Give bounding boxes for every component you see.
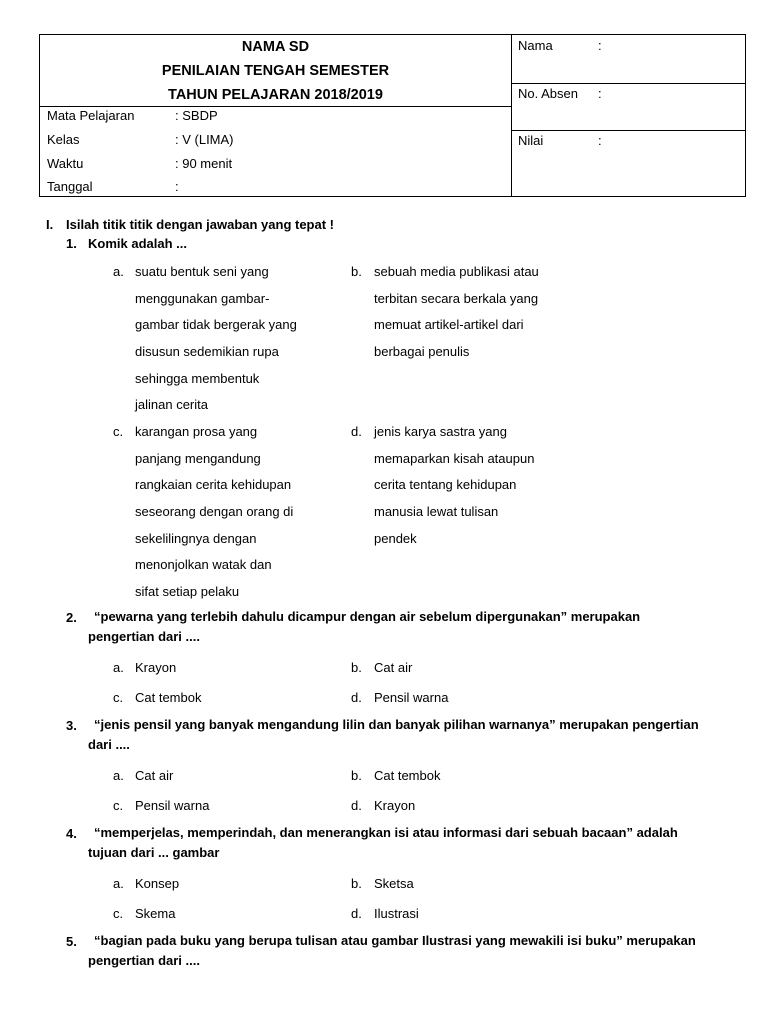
- question-2-number: 2.: [66, 610, 77, 625]
- school-name: NAMA SD: [241, 39, 310, 55]
- q4-option-a-text[interactable]: Konsep: [135, 876, 180, 891]
- q3-option-c-letter: c.: [113, 798, 124, 813]
- q1-option-b-letter: b.: [351, 264, 362, 279]
- q1-d-line: pendek: [374, 530, 417, 546]
- q1-d-line: cerita tentang kehidupan: [374, 477, 517, 493]
- q1-c-line: panjang mengandung: [135, 450, 261, 466]
- student-label-score: Nilai: [518, 133, 544, 148]
- question-5-number: 5.: [66, 934, 77, 949]
- q3-option-b-letter: b.: [351, 768, 362, 783]
- student-label-absen: No. Absen: [518, 86, 578, 101]
- section-instruction: Isilah titik titik dengan jawaban yang tepat !: [66, 217, 334, 232]
- q3-option-d-text[interactable]: Krayon: [374, 798, 416, 813]
- question-4-number: 4.: [66, 826, 77, 841]
- q1-b-line: berbagai penulis: [374, 344, 470, 360]
- exam-title: PENILAIAN TENGAH SEMESTER: [161, 63, 390, 79]
- q4-option-b-letter: b.: [351, 876, 362, 891]
- table-border-right: [745, 34, 746, 196]
- q4-option-a-letter: a.: [113, 876, 124, 891]
- q4-option-d-text[interactable]: Ilustrasi: [374, 906, 419, 921]
- table-divider-absen: [511, 130, 746, 131]
- question-3-number: 3.: [66, 718, 77, 733]
- q2-option-a-letter: a.: [113, 660, 124, 675]
- q2-option-a-text[interactable]: Krayon: [135, 660, 177, 675]
- section-number: I.: [46, 217, 54, 232]
- q1-option-d-letter: d.: [351, 424, 362, 439]
- q3-option-a-text[interactable]: Cat air: [135, 768, 174, 783]
- q1-option-b-text[interactable]: [374, 262, 539, 369]
- info-label-time: Waktu: [47, 156, 84, 171]
- q1-a-line: disusun sedemikian rupa: [135, 344, 279, 360]
- q1-c-line: sifat setiap pelaku: [135, 584, 240, 600]
- question-3-line-1: “jenis pensil yang banyak mengandung lilin dan banyak pilihan warnanya” merupakan pengertian: [94, 717, 699, 732]
- info-value-time: : 90 menit: [175, 156, 233, 171]
- q1-d-line: manusia lewat tulisan: [374, 504, 499, 520]
- question-4-line-1: “memperjelas, memperindah, dan menerangkan isi atau informasi dari sebuah bacaan” adalah: [94, 825, 678, 840]
- q4-option-c-text[interactable]: Skema: [135, 906, 176, 921]
- table-border-left: [39, 34, 40, 196]
- student-colon-score[interactable]: :: [598, 133, 602, 148]
- question-4-line-2: tujuan dari ... gambar: [88, 845, 220, 860]
- school-year: TAHUN PELAJARAN 2018/2019: [168, 87, 383, 103]
- q4-option-d-letter: d.: [351, 906, 362, 921]
- q1-b-line: terbitan secara berkala yang: [374, 290, 539, 306]
- q3-option-d-letter: d.: [351, 798, 362, 813]
- question-1-text: Komik adalah ...: [88, 236, 187, 251]
- info-label-subject: Mata Pelajaran: [47, 108, 135, 123]
- info-label-class: Kelas: [47, 132, 80, 147]
- q3-option-b-text[interactable]: Cat tembok: [374, 768, 441, 783]
- q1-c-line: sekelilingnya dengan: [135, 530, 257, 546]
- q1-c-line: rangkaian cerita kehidupan: [135, 477, 292, 493]
- table-divider-nama: [511, 83, 746, 84]
- q1-c-line: menonjolkan watak dan: [135, 557, 272, 573]
- q1-b-line: sebuah media publikasi atau: [374, 264, 539, 279]
- q1-c-line: seseorang dengan orang di: [135, 504, 294, 520]
- question-2-line-1: “pewarna yang terlebih dahulu dicampur dengan air sebelum dipergunakan” merupakan: [94, 609, 641, 624]
- student-colon-name[interactable]: :: [598, 38, 602, 53]
- q1-b-line: memuat artikel-artikel dari: [374, 317, 524, 333]
- info-value-subject: : SBDP: [175, 108, 218, 123]
- table-border-top: [39, 34, 746, 35]
- q1-option-d-text[interactable]: [374, 422, 534, 555]
- q1-a-line: suatu bentuk seni yang: [135, 264, 269, 279]
- q4-option-c-letter: c.: [113, 906, 124, 921]
- q2-option-b-text[interactable]: Cat air: [374, 660, 413, 675]
- q1-c-line: karangan prosa yang: [135, 424, 258, 439]
- q1-option-a-text[interactable]: [135, 262, 297, 422]
- question-2-line-2: pengertian dari ....: [88, 629, 200, 644]
- q1-option-c-text[interactable]: [135, 422, 293, 609]
- q1-a-line: menggunakan gambar-: [135, 290, 270, 306]
- q3-option-a-letter: a.: [113, 768, 124, 783]
- question-1-number: 1.: [66, 236, 77, 251]
- q1-a-line: gambar tidak bergerak yang: [135, 317, 297, 333]
- table-divider-middle: [511, 34, 512, 196]
- question-5-line-2: pengertian dari ....: [88, 953, 200, 968]
- info-label-date: Tanggal: [47, 179, 93, 194]
- q1-a-line: jalinan cerita: [135, 397, 208, 413]
- q2-option-c-text[interactable]: Cat tembok: [135, 690, 202, 705]
- q2-option-b-letter: b.: [351, 660, 362, 675]
- q2-option-d-text[interactable]: Pensil warna: [374, 690, 449, 705]
- q1-d-line: jenis karya sastra yang: [374, 424, 507, 439]
- q2-option-d-letter: d.: [351, 690, 362, 705]
- question-3-line-2: dari ....: [88, 737, 130, 752]
- table-divider-title: [39, 106, 511, 107]
- q1-a-line: sehingga membentuk: [135, 370, 260, 386]
- q4-option-b-text[interactable]: Sketsa: [374, 876, 414, 891]
- q3-option-c-text[interactable]: Pensil warna: [135, 798, 210, 813]
- info-value-date: :: [175, 179, 179, 194]
- table-border-bottom: [39, 196, 746, 197]
- student-label-name: Nama: [518, 38, 553, 53]
- q1-option-c-letter: c.: [113, 424, 124, 439]
- info-value-class: : V (LIMA): [175, 132, 234, 147]
- q2-option-c-letter: c.: [113, 690, 124, 705]
- q1-option-a-letter: a.: [113, 264, 124, 279]
- student-colon-absen[interactable]: :: [598, 86, 602, 101]
- question-5-line-1: “bagian pada buku yang berupa tulisan atau gambar Ilustrasi yang mewakili isi buku” merupakan: [94, 933, 696, 948]
- q1-d-line: memaparkan kisah ataupun: [374, 450, 535, 466]
